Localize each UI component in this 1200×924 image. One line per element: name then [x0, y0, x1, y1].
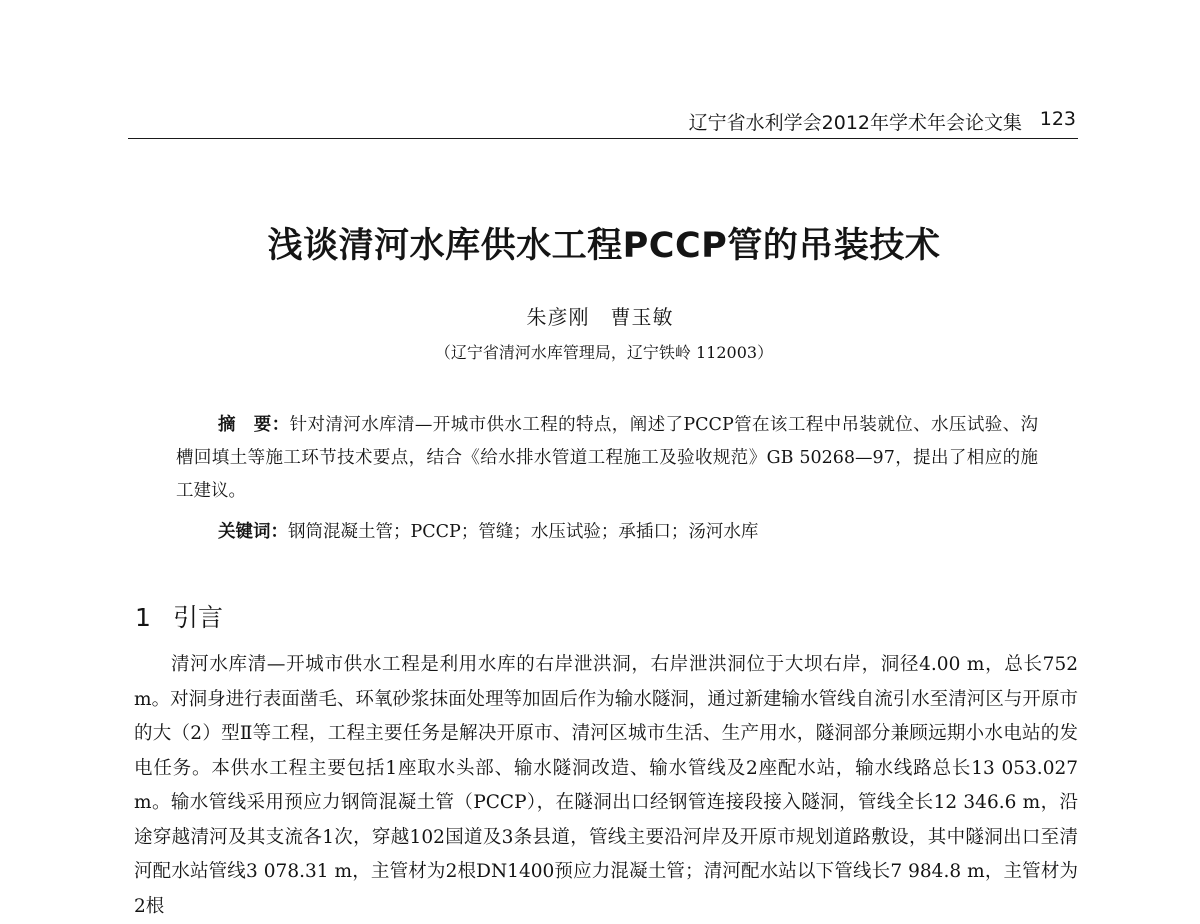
abstract: [176, 409, 1038, 508]
body-paragraph: 清河水库清—开城市供水工程是利用水库的右岸泄洪洞，右岸泄洪洞位于大坝右岸，洞径4.00 m，总长752 m。对洞身进行表面凿毛、环氧砂浆抹面处理等加固后作为输水隧洞，通过新建输水管线自流引水至清河区与开原市的大（2）型Ⅱ等工程，工程主要任务是解决开原市、清河区城市生活、生产用水，隧洞部分兼顾远期小水电站的发电任务。本供水工程主要包括1座取水头部、输水隧洞改造、输水管线及2座配水站，输水线路总长13 053.027 m。输水管线采用预应力钢筒混凝土管（PCCP），在隧洞出口经钢管连接段接入隧洞，管线全长12 346.6 m，沿途穿越清河及其支流各1次，穿越102国道及3条县道，管线主要沿河岸及开原市规划道路敷设，其中隧洞出口至清河配水站管线3 078.31 m，主管材为2根DN1400预应力混凝土管；清河配水站以下管线长7 984.8 m，主管材为2根: [134, 654, 1078, 917]
journal-name: 辽宁省水利学会2012年学术年会论文集: [688, 112, 1022, 134]
section-title: 引言: [173, 603, 224, 632]
keywords: [218, 518, 758, 546]
keywords-text: 钢筒混凝土管；PCCP；管缝；水压试验；承插口；汤河水库: [288, 522, 759, 542]
section-number: 1: [135, 603, 151, 632]
keywords-label: 关键词：: [218, 522, 288, 542]
section-heading: [135, 598, 223, 634]
paper-title: 浅谈清河水库供水工程PCCP管的吊装技术: [267, 226, 941, 266]
running-header: [128, 104, 1078, 139]
page-number: 123: [1039, 108, 1076, 130]
abstract-label: 摘 要：: [218, 415, 290, 435]
affiliation: （辽宁省清河水库管理局，辽宁铁岭 112003）: [434, 343, 774, 362]
abstract-text: 针对清河水库清—开城市供水工程的特点，阐述了PCCP管在该工程中吊装就位、水压试验、沟槽回填土等施工环节技术要点，结合《给水排水管道工程施工及验收规范》GB 50268—97，提出了相应的施工建议。: [176, 415, 1039, 501]
authors: 朱彦刚 曹玉敏: [526, 305, 674, 329]
